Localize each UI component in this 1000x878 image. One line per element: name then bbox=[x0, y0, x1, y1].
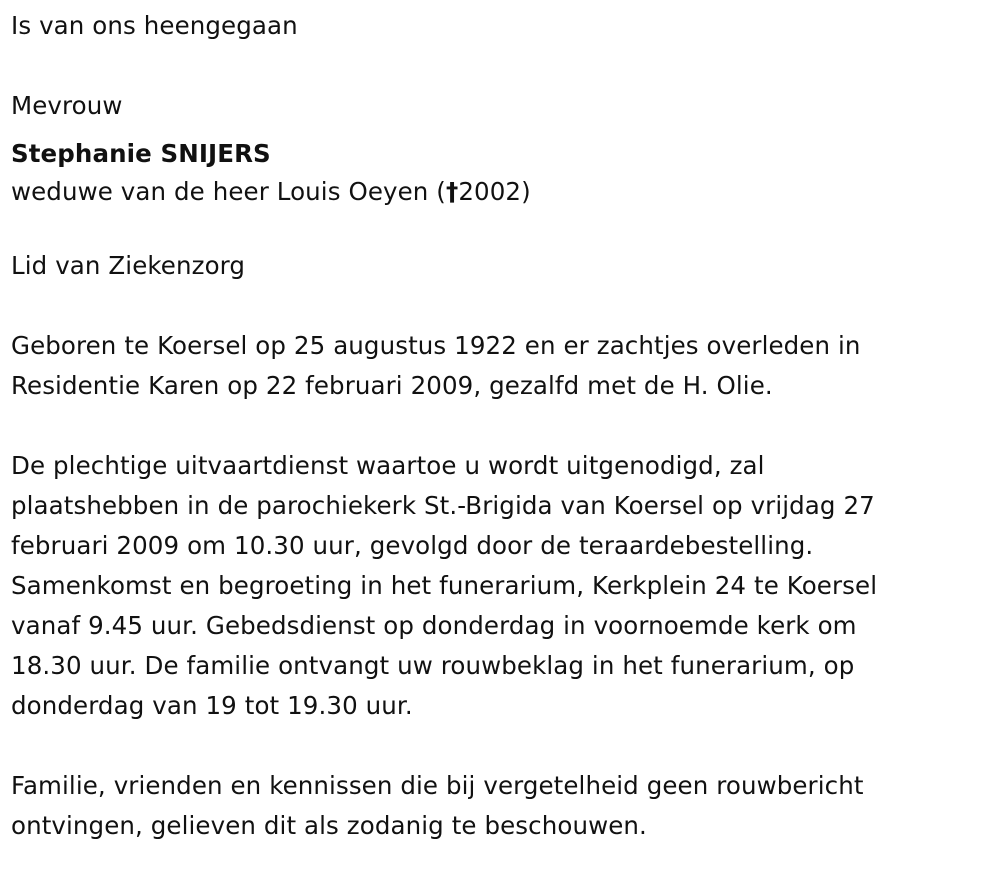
spouse-suffix: 2002) bbox=[458, 177, 531, 206]
paragraph-line: 18.30 uur. De familie ontvangt uw rouwbeklag in het funerarium, op bbox=[11, 651, 855, 680]
spacer bbox=[11, 286, 996, 326]
paragraph-line: Samenkomst en begroeting in het funerarium, Kerkplein 24 te Koersel bbox=[11, 571, 878, 600]
paragraph-line: vanaf 9.45 uur. Gebedsdienst op donderdag in voornoemde kerk om bbox=[11, 611, 857, 640]
intro-text: Is van ons heengegaan bbox=[11, 11, 298, 40]
paragraph-line: De plechtige uitvaartdienst waartoe u wordt uitgenodigd, zal bbox=[11, 451, 765, 480]
spacer bbox=[11, 206, 996, 246]
paragraph-line: Residentie Karen op 22 februari 2009, gezalfd met de H. Olie. bbox=[11, 371, 773, 400]
membership-text: Lid van Ziekenzorg bbox=[11, 251, 246, 280]
deceased-name: Stephanie SNIJERS bbox=[11, 139, 271, 168]
paragraph-line: donderdag van 19 tot 19.30 uur. bbox=[11, 691, 413, 720]
spouse-prefix: weduwe van de heer Louis Oeyen ( bbox=[11, 177, 446, 206]
paragraph-line: februari 2009 om 10.30 uur, gevolgd door de teraardebestelling. bbox=[11, 531, 814, 560]
cross-icon: † bbox=[445, 177, 459, 206]
paragraph-line: plaatshebben in de parochiekerk St.-Brigida van Koersel op vrijdag 27 bbox=[11, 491, 875, 520]
spacer bbox=[11, 406, 996, 446]
paragraph-line: ontvingen, gelieven dit als zodanig te beschouwen. bbox=[11, 811, 647, 840]
paragraph-line: Geboren te Koersel op 25 augustus 1922 en er zachtjes overleden in bbox=[11, 331, 861, 360]
obituary-notice bbox=[11, 6, 996, 846]
paragraph-line: Familie, vrienden en kennissen die bij vergetelheid geen rouwbericht bbox=[11, 771, 864, 800]
honorific: Mevrouw bbox=[11, 91, 123, 120]
closing-paragraph bbox=[11, 766, 996, 846]
ceremony-paragraph bbox=[11, 446, 996, 726]
spacer bbox=[11, 46, 996, 86]
spacer bbox=[11, 726, 996, 766]
birth-death-paragraph bbox=[11, 326, 996, 406]
